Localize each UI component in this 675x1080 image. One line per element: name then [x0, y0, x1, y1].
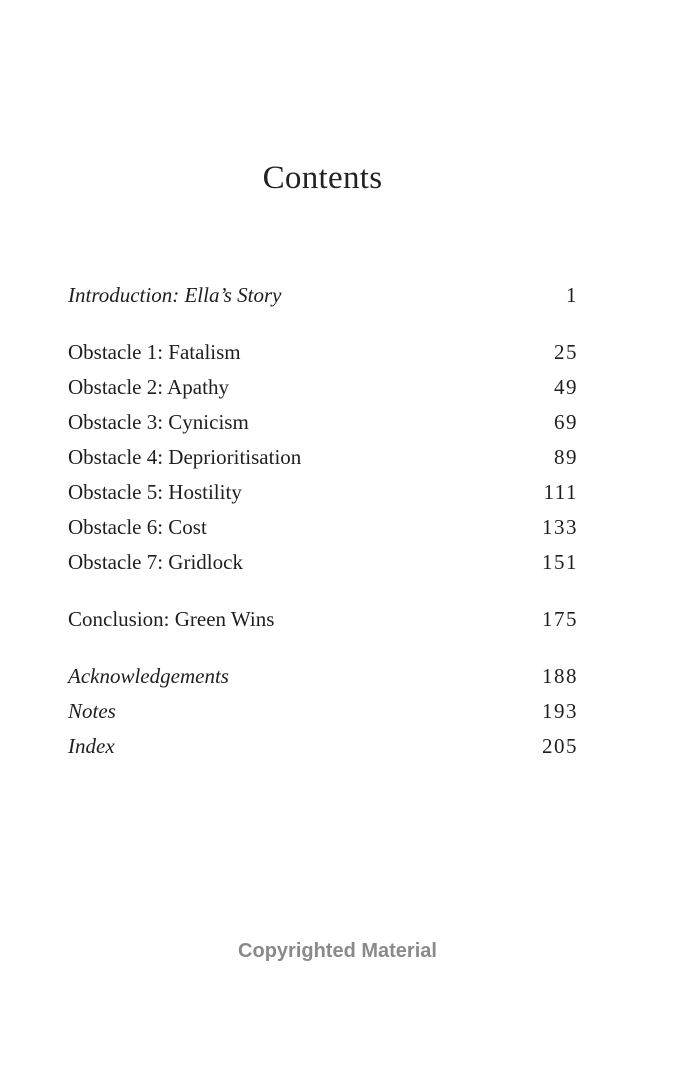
toc-entry-obstacle-2 — [68, 372, 578, 402]
toc-entry-page-number: 1 — [566, 283, 578, 307]
toc-entry-introduction — [68, 280, 578, 310]
toc-entry-title: Notes — [68, 699, 116, 723]
toc-entry-page-number: 151 — [542, 550, 578, 574]
toc-entry-title: Obstacle 5: Hostility — [68, 480, 242, 504]
toc-entry-acknowledgements — [68, 661, 578, 691]
toc-entry-page-number: 89 — [554, 445, 578, 469]
toc-entry-page-number: 25 — [554, 340, 578, 364]
toc-entry-title: Index — [68, 734, 115, 758]
toc-entry-page-number: 205 — [542, 734, 578, 758]
toc-entry-title: Obstacle 4: Deprioritisation — [68, 445, 302, 469]
toc-entry-title: Introduction: Ella’s Story — [68, 283, 282, 307]
toc-entry-obstacle-4 — [68, 442, 578, 472]
toc-entry-obstacle-3 — [68, 407, 578, 437]
toc-entry-title: Acknowledgements — [68, 664, 229, 688]
toc-entry-page-number: 175 — [542, 607, 578, 631]
toc-entry-obstacle-5 — [68, 477, 578, 507]
toc-entry-title: Obstacle 7: Gridlock — [68, 550, 243, 574]
copyright-watermark: Copyrighted Material — [238, 940, 437, 962]
toc-entry-title: Obstacle 6: Cost — [68, 515, 207, 539]
toc-entry-obstacle-7 — [68, 547, 578, 577]
toc-entry-title: Obstacle 3: Cynicism — [68, 410, 249, 434]
toc-entry-page-number: 49 — [554, 375, 578, 399]
toc-entry-page-number: 69 — [554, 410, 578, 434]
toc-entry-page-number: 111 — [543, 480, 578, 504]
toc-entry-title: Conclusion: Green Wins — [68, 607, 275, 631]
toc-entry-obstacle-1 — [68, 337, 578, 367]
toc-entry-obstacle-6 — [68, 512, 578, 542]
toc-entry-index — [68, 731, 578, 761]
toc-entry-title: Obstacle 1: Fatalism — [68, 340, 241, 364]
page-title: Contents — [262, 160, 383, 196]
toc-entry-title: Obstacle 2: Apathy — [68, 375, 229, 399]
toc-entry-notes — [68, 696, 578, 726]
toc-entry-page-number: 133 — [542, 515, 578, 539]
toc-entry-page-number: 193 — [542, 699, 578, 723]
toc-entry-page-number: 188 — [542, 664, 578, 688]
toc-entry-conclusion — [68, 604, 578, 634]
